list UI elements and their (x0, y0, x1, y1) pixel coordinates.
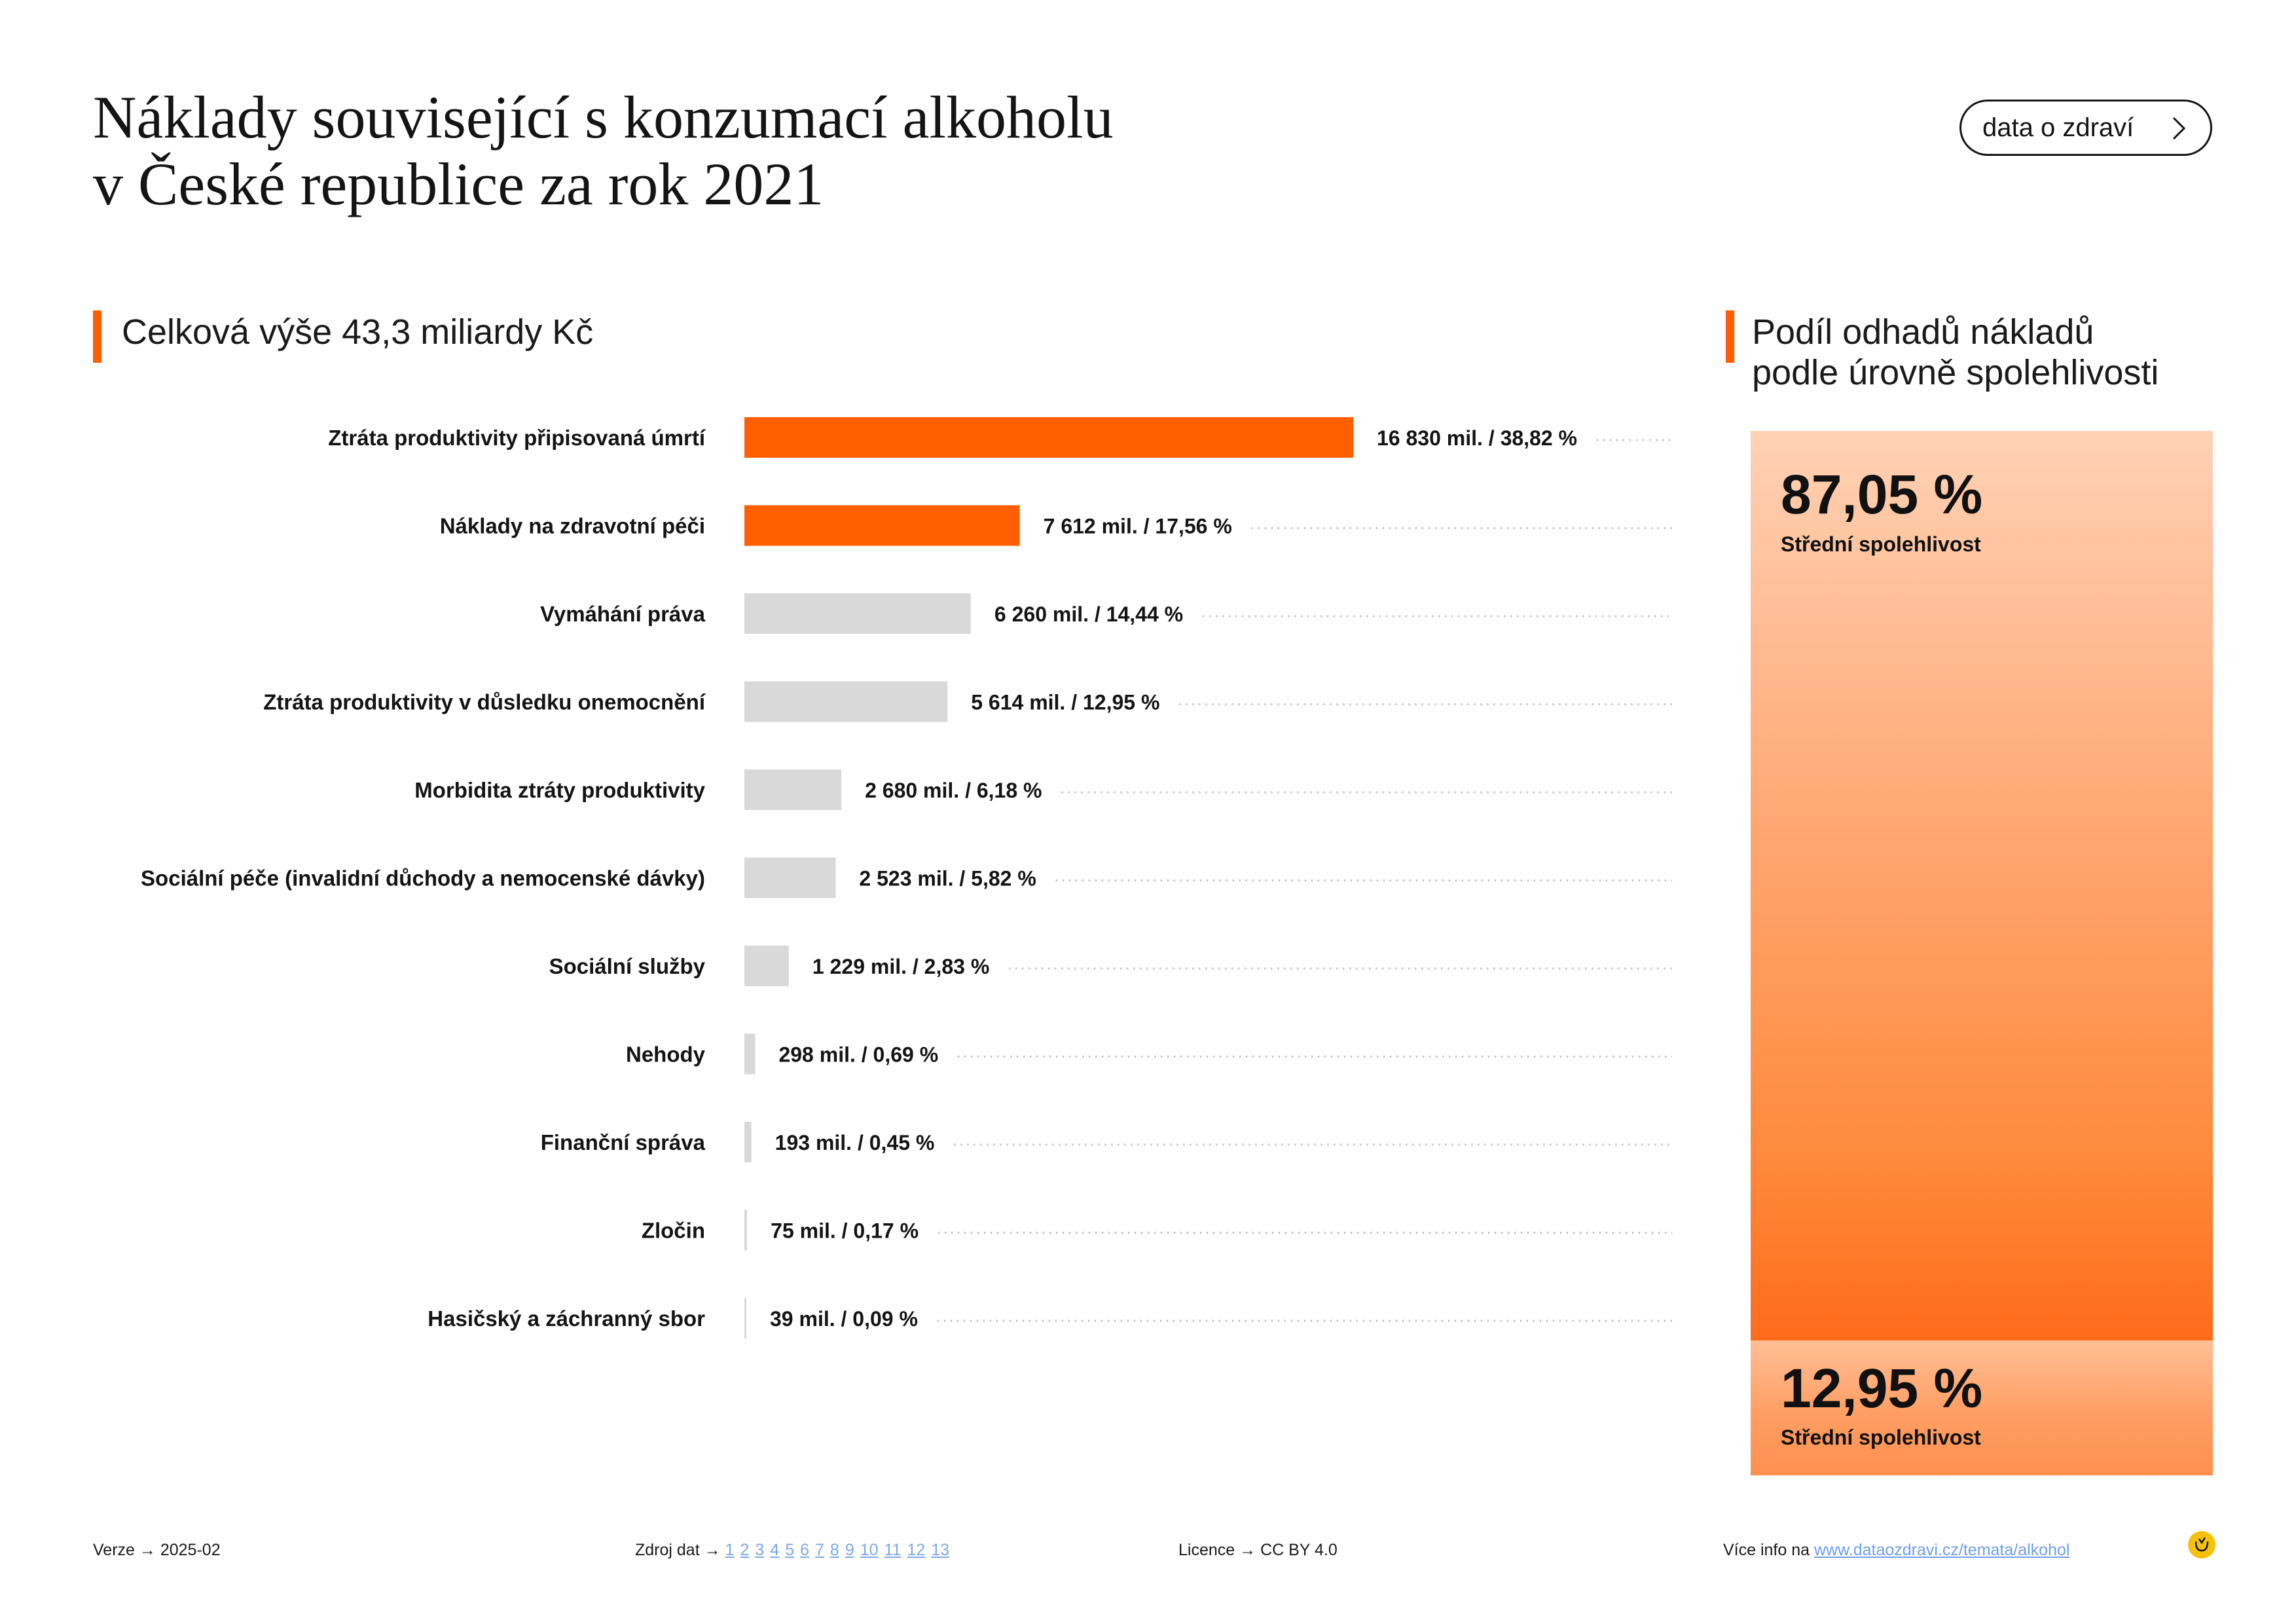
category-label: Ztráta produktivity v důsledku onemocnění (263, 690, 705, 714)
bottom-percentage: 12,95 % (1781, 1357, 1983, 1419)
footer-more-info (1723, 1540, 2069, 1560)
bar (744, 946, 789, 986)
value-label: 5 614 mil. / 12,95 % (971, 690, 1160, 714)
category-label: Ztráta produktivity připisovaná úmrtí (328, 426, 705, 450)
value-label: 1 229 mil. / 2,83 % (812, 955, 990, 978)
source-link-8[interactable]: 8 (829, 1541, 839, 1559)
value-label: 193 mil. / 0,45 % (774, 1131, 935, 1154)
value-label: 39 mil. / 0,09 % (770, 1307, 918, 1331)
data-o-zdravi-button-label: data o zdraví (1982, 113, 2134, 142)
reliability-panel-bottom (1751, 1340, 2213, 1475)
top-percentage-label: Střední spolehlivost (1781, 532, 1981, 556)
source-link-11[interactable]: 11 (884, 1541, 902, 1559)
license-label: Licence (1178, 1541, 1235, 1559)
right-heading-line-2: podle úrovně spolehlivosti (1752, 353, 2159, 392)
source-link-5[interactable]: 5 (785, 1541, 795, 1559)
bar (744, 1298, 746, 1338)
more-info-link[interactable]: www.dataozdravi.cz/temata/alkohol (1813, 1541, 2070, 1559)
bar (744, 769, 841, 810)
arrow-right-icon: → (704, 1541, 721, 1559)
source-link-9[interactable]: 9 (845, 1541, 854, 1559)
category-label: Nehody (625, 1042, 705, 1067)
category-label: Finanční správa (540, 1130, 705, 1154)
version-label: Verze (93, 1541, 135, 1559)
value-label: 2 523 mil. / 5,82 % (859, 866, 1036, 891)
bar (744, 593, 971, 634)
top-percentage: 87,05 % (1781, 464, 1983, 525)
bar (744, 1210, 747, 1251)
footer-version (93, 1540, 221, 1560)
value-label: 298 mil. / 0,69 % (778, 1043, 939, 1067)
value-label: 16 830 mil. / 38,82 % (1377, 426, 1577, 450)
footer-license (1178, 1540, 1338, 1560)
license-value: CC BY 4.0 (1260, 1541, 1338, 1559)
value-label: 75 mil. / 0,17 % (771, 1219, 919, 1243)
source-link-4[interactable]: 4 (770, 1541, 780, 1559)
total-heading: Celková výše 43,3 miliardy Kč (122, 312, 594, 352)
logo-mark (2188, 1531, 2215, 1559)
bar (744, 417, 1353, 458)
bar (744, 858, 835, 898)
category-label: Sociální služby (549, 954, 705, 978)
source-link-3[interactable]: 3 (755, 1541, 765, 1559)
category-label: Morbidita ztráty produktivity (414, 778, 705, 802)
category-label: Sociální péče (invalidní důchody a nemocenské dávky) (141, 866, 705, 891)
source-link-2[interactable]: 2 (740, 1541, 750, 1559)
chevron-right-icon (2166, 115, 2192, 141)
arrow-right-icon: → (1239, 1541, 1256, 1559)
source-link-13[interactable]: 13 (931, 1541, 950, 1559)
category-label: Hasičský a záchranný sbor (428, 1306, 705, 1331)
source-link-1[interactable]: 1 (725, 1541, 735, 1559)
source-link-12[interactable]: 12 (907, 1541, 926, 1559)
bar (744, 1034, 755, 1075)
bar (744, 506, 1020, 546)
source-link-6[interactable]: 6 (800, 1541, 810, 1559)
reliability-panel-top (1751, 431, 2213, 1340)
bar (744, 1122, 752, 1162)
arrow-right-icon: → (139, 1541, 156, 1559)
source-links (725, 1541, 956, 1559)
source-label: Zdroj dat (635, 1541, 700, 1559)
value-label: 6 260 mil. / 14,44 % (994, 602, 1184, 626)
logo-icon (2188, 1531, 2215, 1559)
more-info-label: Více info na (1723, 1541, 1810, 1559)
value-label: 7 612 mil. / 17,56 % (1043, 514, 1232, 538)
footer-source (635, 1540, 955, 1560)
accent-bar (1726, 310, 1734, 363)
version-value: 2025-02 (160, 1541, 221, 1559)
bottom-percentage-label: Střední spolehlivost (1781, 1426, 1981, 1449)
data-o-zdravi-button[interactable] (1959, 100, 2212, 156)
source-link-10[interactable]: 10 (860, 1541, 879, 1559)
right-heading-line-1: Podíl odhadů nákladů (1752, 312, 2094, 352)
page-title-line-2: v České republice za rok 2021 (93, 151, 824, 217)
source-link-7[interactable]: 7 (815, 1541, 824, 1559)
page-title-line-1: Náklady související s konzumací alkoholu (93, 84, 1114, 151)
category-label: Vymáhání práva (540, 602, 705, 626)
category-label: Náklady na zdravotní péči (439, 513, 705, 538)
value-label: 2 680 mil. / 6,18 % (865, 779, 1042, 802)
bar (744, 682, 947, 722)
category-label: Zločin (641, 1218, 705, 1243)
